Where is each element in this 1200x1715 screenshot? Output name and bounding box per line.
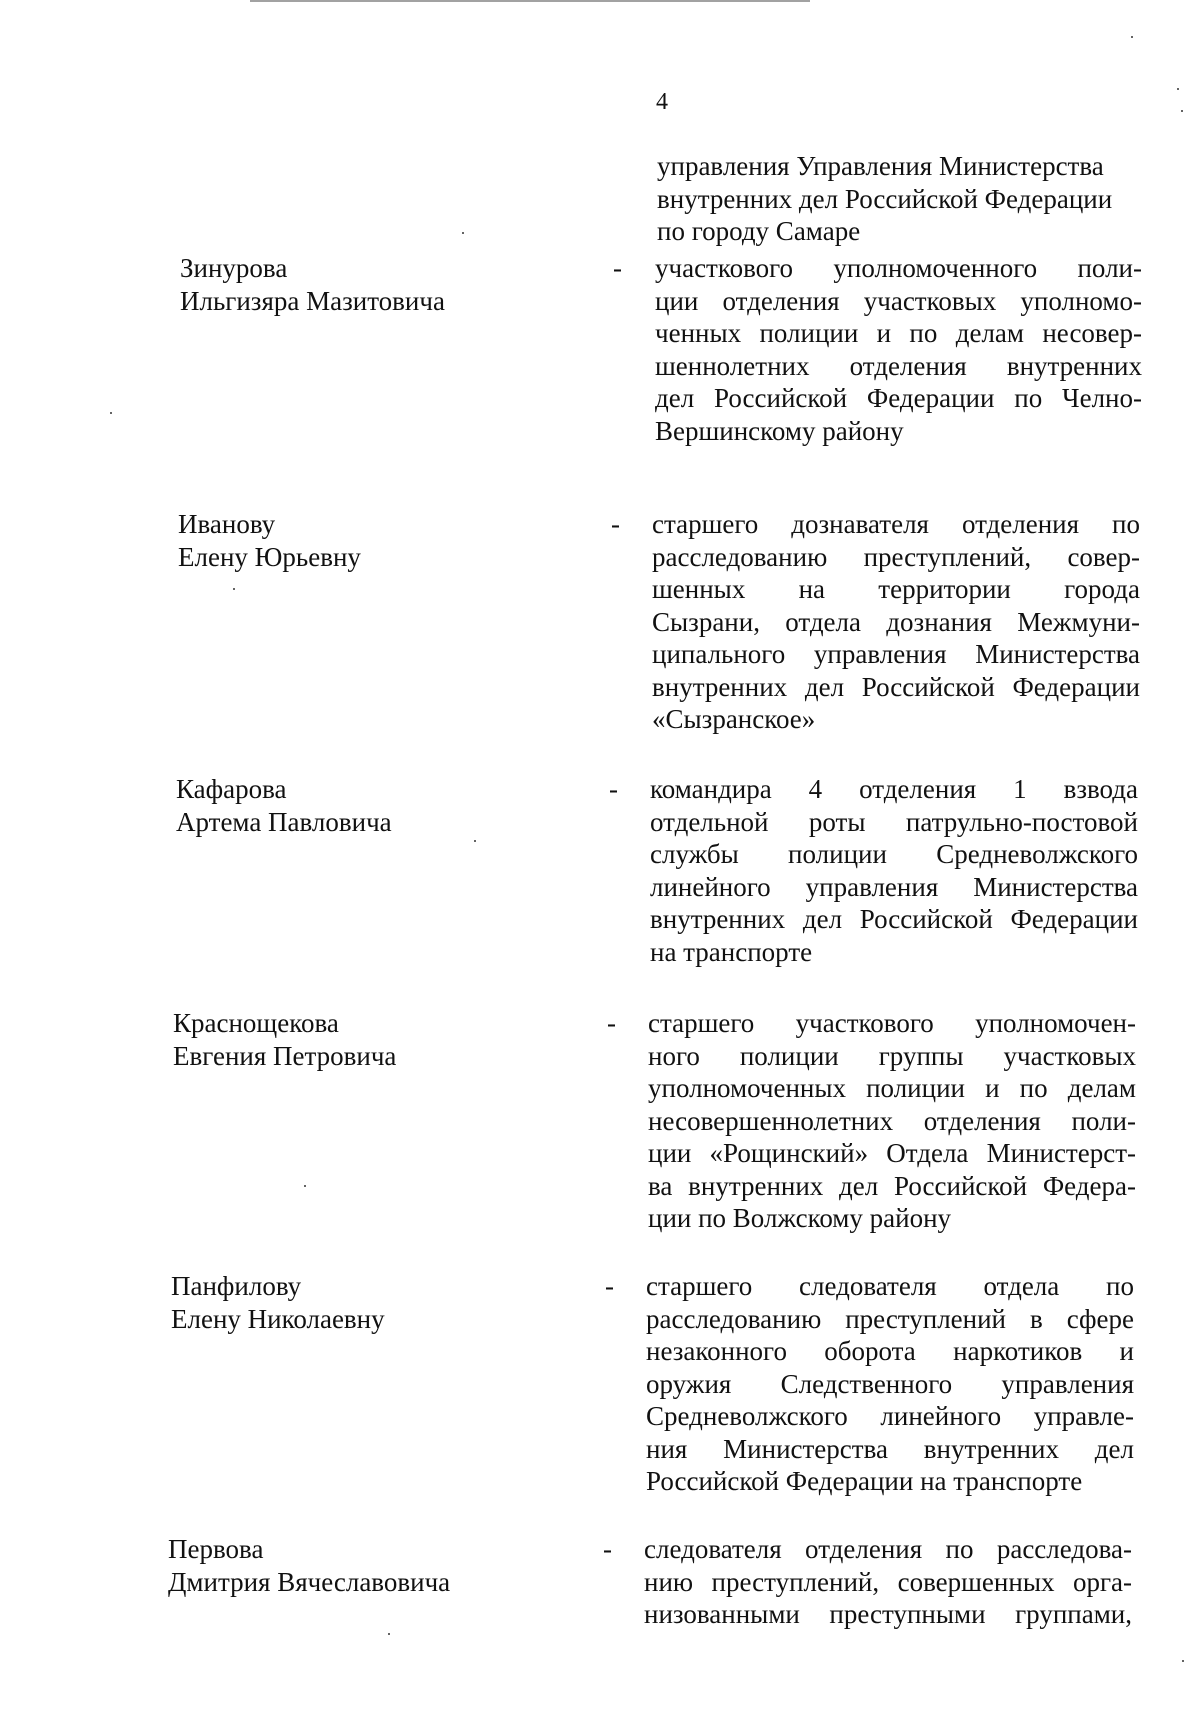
description-line: незаконного оборота наркотиков и	[646, 1336, 1134, 1366]
description-line: ченных полиции и по делам несовер-	[655, 318, 1142, 348]
description-line: старшего участкового уполномочен-	[648, 1008, 1136, 1038]
surname: Панфилову	[171, 1271, 302, 1301]
dash-separator: -	[609, 774, 618, 804]
description-line: Средневолжского линейного управле-	[646, 1401, 1134, 1431]
position-description	[646, 1270, 1134, 1498]
surname: Зинурова	[180, 253, 288, 283]
description-line: расследованию преступлений в сфере	[646, 1303, 1134, 1334]
scan-speck	[1182, 1660, 1184, 1662]
description-line: внутренних дел Российской Федерации	[650, 904, 1138, 934]
dash-separator: -	[605, 1271, 614, 1301]
description-line: внутренних дел Российской Федерации	[652, 671, 1140, 702]
top-scan-edge	[250, 0, 810, 2]
description-line: низованными преступными группами,	[644, 1599, 1132, 1629]
description-line: ва внутренних дел Российской Федера-	[648, 1170, 1136, 1201]
page-number: 4	[656, 89, 668, 115]
given-names: Евгения Петровича	[173, 1040, 397, 1071]
surname: Краснощекова	[173, 1008, 339, 1038]
dash-separator: -	[607, 1008, 616, 1038]
description-line: линейного управления Министерства	[650, 871, 1138, 902]
continuation-text	[657, 150, 1147, 248]
description-line: ципального управления Министерства	[652, 639, 1140, 669]
description-line: дел Российской Федерации по Челно-	[655, 383, 1142, 413]
given-names: Ильгизяра Мазитовича	[180, 285, 445, 316]
description-line: Вершинскому району	[655, 415, 904, 446]
description-line: участкового уполномоченного поли-	[655, 253, 1142, 283]
description-line: несовершеннолетних отделения поли-	[648, 1105, 1136, 1136]
description-line: ции «Рощинский» Отдела Министерст-	[648, 1138, 1136, 1168]
description-line: оружия Следственного управления	[646, 1368, 1134, 1399]
surname: Кафарова	[176, 774, 287, 804]
description-line: службы полиции Средневолжского	[650, 839, 1138, 869]
description-line: Российской Федерации на транспорте	[646, 1466, 1083, 1496]
position-description	[652, 508, 1140, 736]
person-name	[173, 1007, 563, 1072]
description-line: ния Министерства внутренних дел	[646, 1433, 1134, 1464]
person-name	[180, 252, 570, 317]
dash-separator: -	[611, 509, 620, 539]
scan-speck	[233, 588, 235, 590]
description-line: на транспорте	[650, 936, 813, 967]
surname: Иванову	[178, 509, 276, 539]
scan-speck	[1177, 88, 1179, 90]
description-line: ции по Волжскому району	[648, 1203, 952, 1233]
description-line: ного полиции группы участковых	[648, 1040, 1136, 1071]
description-line: «Сызранское»	[652, 704, 816, 734]
description-line: старшего дознавателя отделения по	[652, 509, 1140, 539]
description-line: старшего следователя отдела по	[646, 1271, 1134, 1301]
description-line: расследованию преступлений, совер-	[652, 541, 1140, 572]
dash-separator: -	[603, 1534, 612, 1564]
scan-speck	[1181, 110, 1183, 112]
position-description	[648, 1007, 1136, 1235]
person-name	[171, 1270, 561, 1335]
scan-speck	[388, 1633, 390, 1635]
description-line: отдельной роты патрульно-постовой	[650, 806, 1138, 837]
scan-speck	[1131, 36, 1133, 38]
person-name	[176, 773, 566, 838]
continuation-line: внутренних дел Российской Федерации	[657, 183, 1113, 214]
description-line: нию преступлений, совершенных орга-	[644, 1566, 1132, 1597]
description-line: шеннолетних отделения внутренних	[655, 350, 1142, 381]
dash-separator: -	[613, 253, 622, 283]
surname: Первова	[168, 1534, 264, 1564]
given-names: Елену Николаевну	[171, 1303, 385, 1334]
person-name	[168, 1533, 558, 1598]
continuation-line: по городу Самаре	[657, 216, 861, 246]
scan-speck	[304, 1185, 306, 1187]
description-line: шенных на территории города	[652, 574, 1140, 604]
given-names: Артема Павловича	[176, 806, 392, 837]
position-description	[650, 773, 1138, 968]
scan-speck	[474, 840, 476, 842]
description-line: ции отделения участковых уполномо-	[655, 285, 1142, 316]
description-line: командира 4 отделения 1 взвода	[650, 774, 1138, 804]
continuation-line: управления Управления Министерства	[657, 151, 1104, 181]
scan-speck	[462, 232, 464, 234]
position-description	[644, 1533, 1132, 1631]
description-line: следователя отделения по расследова-	[644, 1534, 1132, 1564]
given-names: Елену Юрьевну	[178, 541, 361, 572]
scan-speck	[110, 412, 112, 414]
given-names: Дмитрия Вячеславовича	[168, 1566, 451, 1597]
description-line: уполномоченных полиции и по делам	[648, 1073, 1136, 1103]
position-description	[655, 252, 1142, 447]
person-name	[178, 508, 568, 573]
description-line: Сызрани, отдела дознания Межмуни-	[652, 606, 1140, 637]
